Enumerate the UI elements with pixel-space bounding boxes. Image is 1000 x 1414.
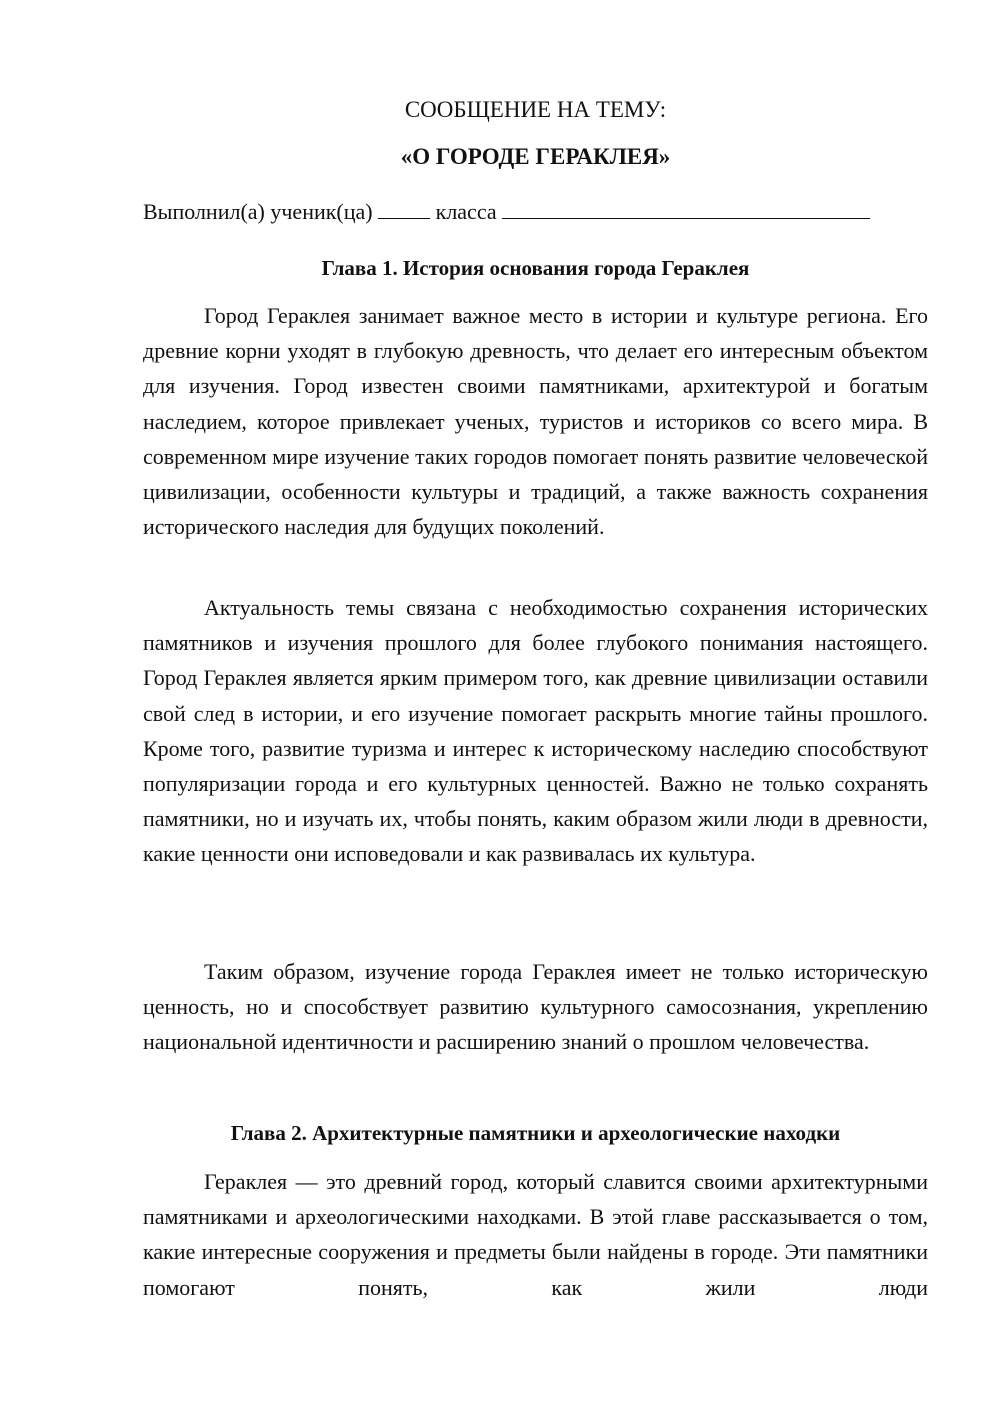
- chapter-2-paragraph-1: Гераклея — это древний город, который славится своими архитектурными памятниками и археологическими находками. В этой главе рассказывается о том, какие интересные сооружения и предметы были найдены в городе. Эти памятники помогают понять, как жили люди: [143, 1169, 928, 1300]
- chapter-1-paragraph-3: Таким образом, изучение города Гераклея имеет не только историческую ценность, но и способствует развитию культурного самосознания, укреплению национальной идентичности и расширению знаний о прошлом человечества.: [143, 959, 928, 1055]
- chapter-1-paragraph-2: Актуальность темы связана с необходимостью сохранения исторических памятников и изучения прошлого для более глубокого понимания настоящего. Город Гераклея является ярким примером того, как древние цивилизации оставили свой след в истории, и его изучение помогает раскрыть многие тайны прошлого. Кроме того, развитие туризма и интерес к историческому наследию способствуют популяризации города и его культурных ценностей. Важно не только сохранять памятники, но и изучать их, чтобы понять, каким образом жили люди в древности, какие ценности они исповедовали и как развивалась их культура.: [143, 595, 928, 867]
- document-title: «О ГОРОДЕ ГЕРАКЛЕЯ»: [400, 144, 671, 169]
- author-prefix: Выполнил(а) ученик(ца): [143, 199, 373, 224]
- document-heading-line-1: СООБЩЕНИЕ НА ТЕМУ:: [404, 97, 667, 122]
- chapter-1-paragraph-1: Город Гераклея занимает важное место в истории и культуре региона. Его древние корни уходят в глубокую древность, что делает его интересным объектом для изучения. Город известен своими памятниками, архитектурой и богатым наследием, которое привлекает ученых, туристов и историков со всего мира. В современном мире изучение таких городов помогает понять развитие человеческой цивилизации, особенности культуры и традиций, а также важность сохранения исторического наследия для будущих поколений.: [143, 303, 928, 540]
- author-line: [143, 197, 928, 227]
- class-label: класса: [435, 199, 497, 224]
- chapter-2-heading: Глава 2. Архитектурные памятники и археологические находки: [230, 1121, 841, 1145]
- class-name-blank-field[interactable]: [502, 198, 870, 219]
- grade-blank-field[interactable]: [378, 198, 430, 219]
- chapter-1-heading: Глава 1. История основания города Гераклея: [321, 256, 750, 280]
